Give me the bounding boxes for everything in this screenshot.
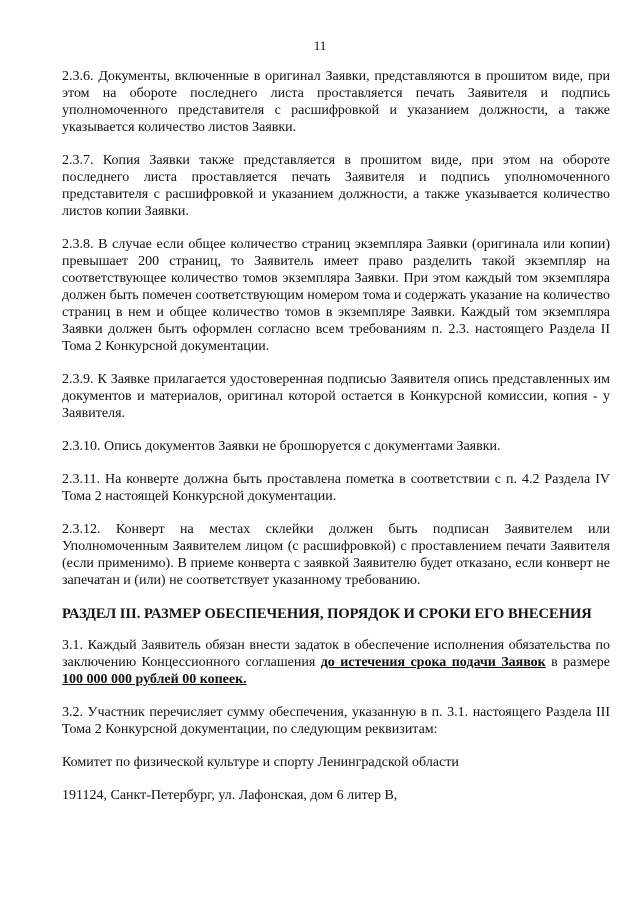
recipient-name: Комитет по физической культуре и спорту Ленинградской области	[62, 755, 459, 770]
page-content	[62, 68, 610, 820]
deadline-emphasis: до истечения срока подачи Заявок	[320, 655, 546, 670]
paragraph-2-3-9: 2.3.9. К Заявке прилагается удостоверенная подписью Заявителя опись представленных им документов и материалов, оригинал которой остается в Конкурсной комиссии, копия - у Заявителя.	[62, 372, 610, 421]
section-heading: РАЗДЕЛ III. РАЗМЕР ОБЕСПЕЧЕНИЯ, ПОРЯДОК И СРОКИ ЕГО ВНЕСЕНИЯ	[62, 606, 592, 622]
paragraph-3-2: 3.2. Участник перечисляет сумму обеспечения, указанную в п. 3.1. настоящего Раздела III Тома 2 Конкурсной документации, по следующим реквизитам:	[62, 705, 610, 737]
paragraph-3-1	[62, 637, 610, 688]
paragraph-2-3-10: 2.3.10. Опись документов Заявки не брошюруется с документами Заявки.	[62, 439, 501, 454]
paragraph-2-3-8: 2.3.8. В случае если общее количество страниц экземпляра Заявки (оригинала или копии) превышает 200 страниц, то Заявитель имеет право разделить такой экземпляр на соответствующее количество томов экземпляра Заявки. При этом каждый том экземпляра должен быть помечен соответствующим номером тома и содержать указание на количество страниц в нем и общее количество томов в экземпляре Заявки. Каждый том экземпляра Заявки должен быть оформлен согласно всем требованиям п. 2.3. настоящего Раздела II Тома 2 Конкурсной документации.	[62, 237, 610, 354]
paragraph-3-1-middle: в размере	[545, 655, 610, 670]
paragraph-3-1-text: 3.1. Каждый Заявитель обязан внести задаток в обеспечение исполнения обязательства по заключению Концессионного соглашения	[62, 638, 610, 670]
deposit-amount-text: 100 000 000 рублей 00 копеек.	[62, 672, 247, 687]
paragraph-2-3-12: 2.3.12. Конверт на местах склейки должен быть подписан Заявителем или Уполномоченным Заявителем лицом (с расшифровкой) с проставлением печати Заявителя (если применимо). В приеме конверта с заявкой Заявителю будет отказано, если конверт не запечатан и (или) не соответствует указанному требованию.	[62, 522, 610, 588]
recipient-address: 191124, Санкт-Петербург, ул. Лафонская, дом 6 литер В,	[62, 788, 398, 803]
paragraph-2-3-11: 2.3.11. На конверте должна быть проставлена пометка в соответствии с п. 4.2 Раздела IV Тома 2 настоящей Конкурсной документации.	[62, 472, 610, 504]
paragraph-2-3-6: 2.3.6. Документы, включенные в оригинал Заявки, представляются в прошитом виде, при этом на обороте последнего листа проставляется печать Заявителя и подпись уполномоченного представителя с расшифровкой и указанием должности, а также указывается количество листов Заявки.	[62, 69, 610, 135]
page-number: 11	[313, 38, 327, 53]
paragraph-2-3-7: 2.3.7. Копия Заявки также представляется в прошитом виде, при этом на обороте последнего листа проставляется печать Заявителя и подпись уполномоченного представителя с расшифровкой и указанием должности, а также указывается количество листов копии Заявки.	[62, 153, 610, 219]
deposit-amount	[62, 672, 247, 687]
